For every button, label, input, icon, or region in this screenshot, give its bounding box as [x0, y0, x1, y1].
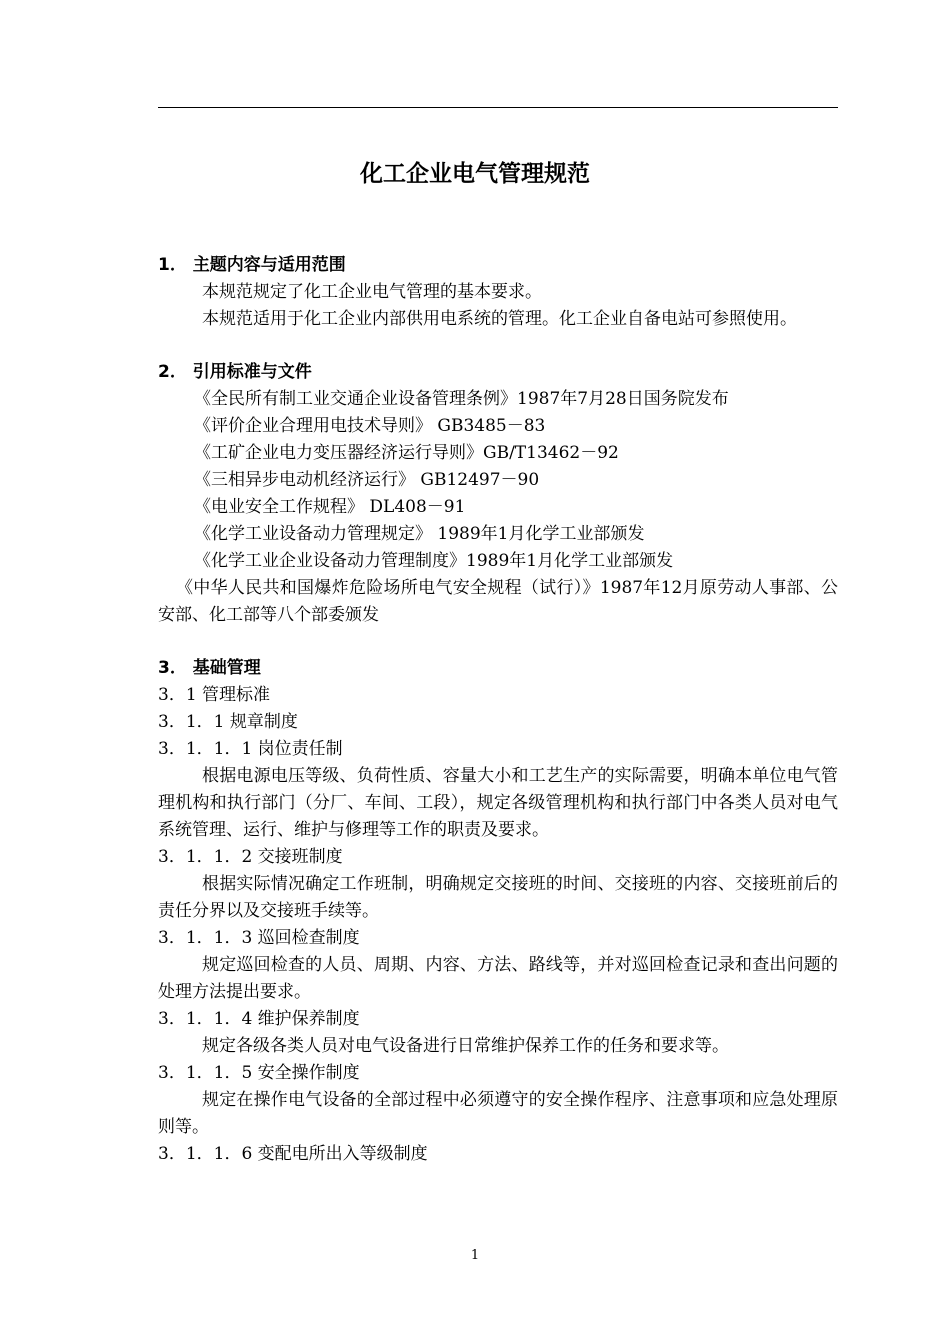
section-2-heading: 2． 引用标准与文件 — [158, 362, 312, 382]
spacer — [158, 333, 838, 359]
subsection-heading: 3．1 管理标准 — [158, 685, 271, 705]
clause-label: 3．1．1．6 变配电所出入等级制度 — [158, 1144, 428, 1164]
subsection-heading: 3．1．1 规章制度 — [158, 712, 298, 732]
clause-text: 规定在操作电气设备的全部过程中必须遵守的安全操作程序、注意事项和应急处理原则等。 — [158, 1090, 838, 1137]
section-1-paragraph-1: 本规范规定了化工企业电气管理的基本要求。 — [202, 282, 542, 302]
section-1-paragraph-2: 本规范适用于化工企业内部供用电系统的管理。化工企业自备电站可参照使用。 — [202, 309, 797, 329]
header-rule — [158, 107, 838, 108]
section-1-heading: 1． 主题内容与适用范围 — [158, 255, 346, 275]
clause-text: 规定各级各类人员对电气设备进行日常维护保养工作的任务和要求等。 — [202, 1036, 729, 1056]
clause-text: 规定巡回检查的人员、周期、内容、方法、路线等，并对巡回检查记录和查出问题的处理方法提出要求。 — [158, 955, 838, 1002]
reference-item: 《评价企业合理用电技术导则》 GB3485－83 — [194, 416, 546, 436]
document-body — [158, 252, 838, 1168]
section-3-heading: 3． 基础管理 — [158, 658, 261, 678]
reference-item: 《工矿企业电力变压器经济运行导则》GB/T13462－92 — [194, 443, 619, 463]
clause-label: 3．1．1．3 巡回检查制度 — [158, 928, 360, 948]
reference-item: 《中华人民共和国爆炸危险场所电气安全规程（试行）》1987年12月原劳动人事部、公安部、化工部等八个部委颁发 — [158, 578, 838, 625]
reference-item: 《电业安全工作规程》 DL408－91 — [194, 497, 466, 517]
clause-label: 3．1．1．4 维护保养制度 — [158, 1009, 360, 1029]
clause-label: 3．1．1．1 岗位责任制 — [158, 739, 343, 759]
reference-item: 《化学工业企业设备动力管理制度》1989年1月化学工业部颁发 — [194, 551, 674, 571]
clause-text: 根据电源电压等级、负荷性质、容量大小和工艺生产的实际需要，明确本单位电气管理机构和执行部门（分厂、车间、工段），规定各级管理机构和执行部门中各类人员对电气系统管理、运行、维护与修理等工作的职责及要求。 — [158, 766, 838, 840]
clause-text: 根据实际情况确定工作班制，明确规定交接班的时间、交接班的内容、交接班前后的责任分界以及交接班手续等。 — [158, 874, 838, 921]
clause-label: 3．1．1．5 安全操作制度 — [158, 1063, 360, 1083]
reference-item: 《三相异步电动机经济运行》 GB12497－90 — [194, 470, 540, 490]
clause-label: 3．1．1．2 交接班制度 — [158, 847, 343, 867]
page-number: 1 — [470, 1248, 480, 1263]
document-title: 化工企业电气管理规范 — [360, 161, 590, 187]
reference-item: 《全民所有制工业交通企业设备管理条例》1987年7月28日国务院发布 — [194, 389, 729, 409]
spacer — [158, 629, 838, 655]
reference-item: 《化学工业设备动力管理规定》 1989年1月化学工业部颁发 — [194, 524, 645, 544]
